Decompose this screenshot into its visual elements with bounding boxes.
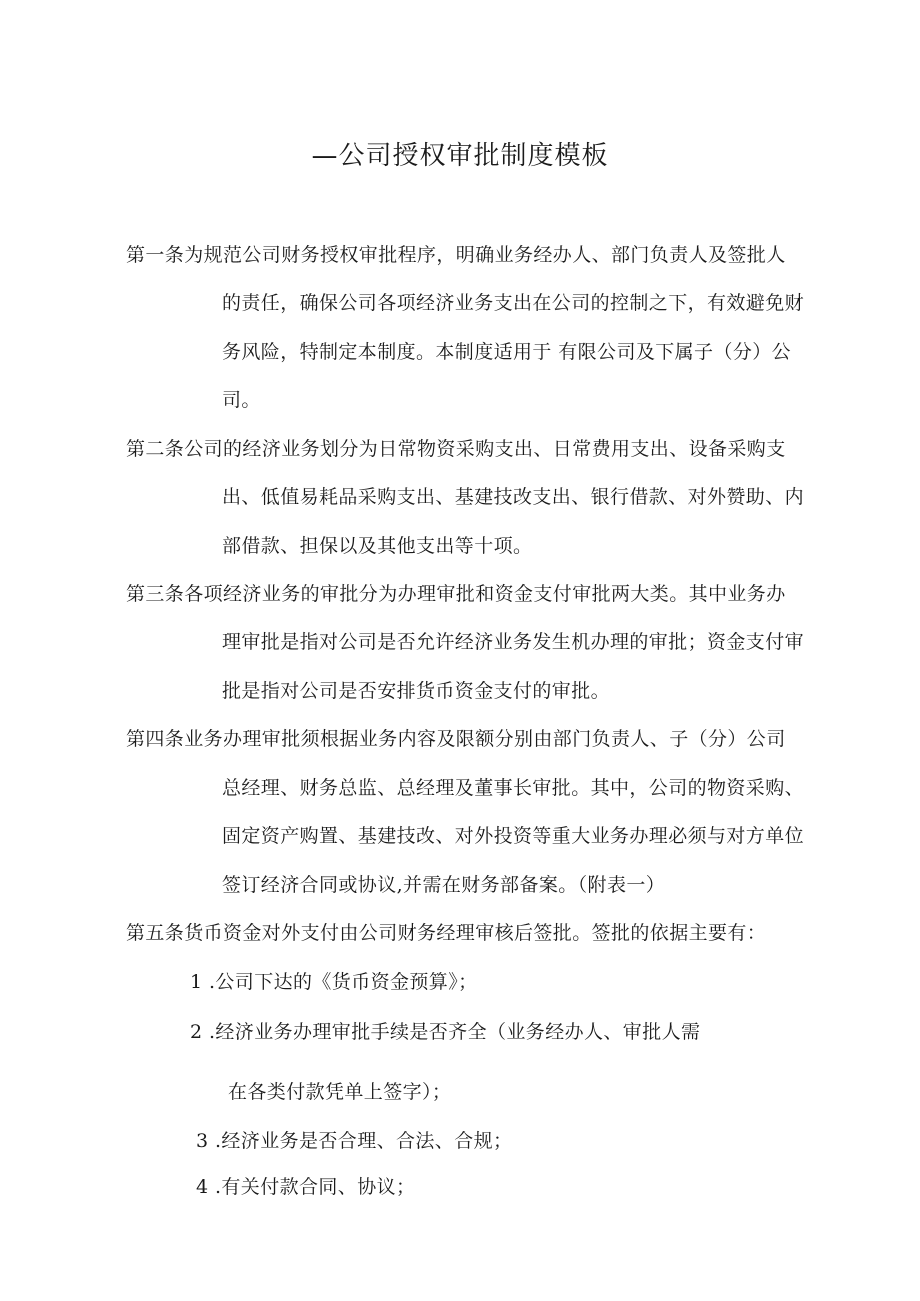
article-line: 签订经济合同或协议,并需在财务部备案。（附表一） <box>222 874 666 896</box>
list-text: .经济业务办理审批手续是否齐全（业务经办人、审批人需 <box>208 1021 701 1043</box>
article-line: 总经理、财务总监、总经理及董事长审批。其中，公司的物资采购、 <box>222 777 805 799</box>
list-text: 在各类付款凭单上签字）； <box>228 1081 452 1103</box>
article-line: 批是指对公司是否安排货币资金支付的审批。 <box>222 680 611 702</box>
list-number: 2 <box>190 1021 203 1043</box>
article-line: 的责任，确保公司各项经济业务支出在公司的控制之下，有效避免财 <box>222 292 805 314</box>
list-text: .有关付款合同、协议； <box>214 1176 416 1198</box>
list-item-2 <box>190 1017 700 1044</box>
article-line: 第二条公司的经济业务划分为日常物资采购支出、日常费用支出、设备采购支 <box>126 438 786 460</box>
list-number: 4 <box>196 1176 209 1198</box>
article-line: 第五条货币资金对外支付由公司财务经理审核后签批。签批的依据主要有： <box>126 922 767 944</box>
article-line: 出、低值易耗品采购支出、基建技改支出、银行借款、对外赞助、内 <box>222 486 805 508</box>
list-text: .经济业务是否合理、合法、合规； <box>214 1130 513 1152</box>
list-item-3 <box>196 1126 512 1153</box>
list-item-1 <box>190 967 478 994</box>
article-line: 第四条业务办理审批须根据业务内容及限额分别由部门负责人、子（分）公司 <box>126 728 786 750</box>
article-line: 务风险，特制定本制度。本制度适用于 有限公司及下属子（分）公 <box>222 341 792 363</box>
article-line: 理审批是指对公司是否允许经济业务发生机办理的审批；资金支付审 <box>222 631 805 653</box>
list-text: .公司下达的《货币资金预算》； <box>208 971 478 993</box>
article-line: 司。 <box>222 389 261 411</box>
list-item-4 <box>196 1172 415 1199</box>
article-line: 第一条为规范公司财务授权审批程序，明确业务经办人、部门负责人及签批人 <box>126 244 786 266</box>
list-number: 1 <box>190 971 203 993</box>
list-item-2-continued <box>228 1077 451 1104</box>
article-line: 第三条各项经济业务的审批分为办理审批和资金支付审批两大类。其中业务办 <box>126 583 786 605</box>
list-number: 3 <box>196 1130 209 1152</box>
article-line: 部借款、担保以及其他支出等十项。 <box>222 535 533 557</box>
article-line: 固定资产购置、基建技改、对外投资等重大业务办理必须与对方单位 <box>222 825 805 847</box>
document-title: —公司授权审批制度模板 <box>311 141 609 172</box>
